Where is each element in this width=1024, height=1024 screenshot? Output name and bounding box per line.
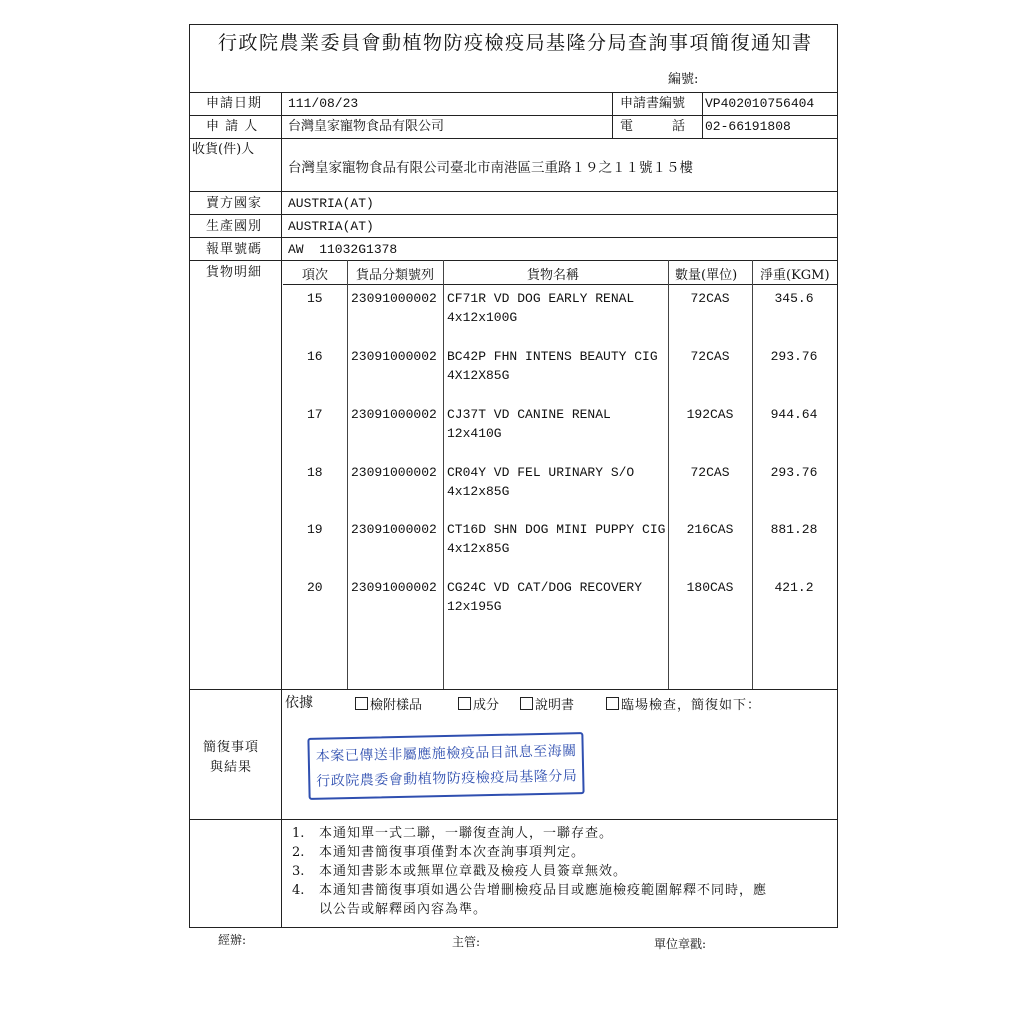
consignee-label: 收貨(件)人 [192,142,255,157]
frame-bottom [189,927,838,928]
reply-section-label-line2: 與結果 [210,760,253,775]
goods-spec-cell: 4x12x85G [447,541,510,556]
origin-country-value: AUSTRIA(AT) [288,219,374,234]
hs-code-cell: 23091000002 [351,291,437,306]
option-attached-sample: 檢附樣品 [355,697,422,713]
goods-name-cell: CJ37T VD CANINE RENAL [447,407,611,422]
manual-checkbox [520,697,533,710]
hs-code-cell: 23091000002 [351,580,437,595]
goods-spec-cell: 4x12x85G [447,484,510,499]
goods-spec-cell: 4X12X85G [447,368,510,383]
net-weight-cell: 345.6 [774,291,814,306]
quantity-cell: 72CAS [690,291,730,306]
column-header-item: 項次 [302,268,329,283]
hs-code-cell: 23091000002 [351,465,437,480]
declaration-number-label: 報單號碼 [206,242,263,257]
goods-spec-cell: 4x12x100G [447,310,518,325]
net-weight-cell: 421.2 [774,580,814,595]
column-header-hs-code: 貨品分類號列 [356,268,435,283]
stamp-text-line2: 行政院農委會動植物防疫檢疫局基隆分局 [316,768,578,790]
unit-seal-label: 單位章戳: [654,937,707,951]
note-text: 以公告或解釋函內容為準。 [319,902,488,917]
note-text: 本通知單一式二聯，一聯復查詢人，一聯存查。 [319,826,614,841]
option-manual: 說明書 [520,697,574,713]
note-number: 3. [292,864,305,879]
goods-name-cell: CR04Y VD FEL URINARY S/O [447,465,635,480]
net-weight-cell: 881.28 [770,522,818,537]
frame-left [189,24,190,927]
item-number-cell: 16 [307,349,323,364]
item-number-cell: 15 [307,291,323,306]
seller-country-value: AUSTRIA(AT) [288,196,374,211]
official-stamp [307,732,584,800]
quantity-cell: 180CAS [686,580,734,595]
note-number: 1. [292,826,305,841]
net-weight-cell: 293.76 [770,349,818,364]
declaration-number-value: AW 11032G1378 [288,242,398,257]
column-header-quantity: 數量(單位) [675,268,738,283]
reply-section-label-line1: 簡復事項 [203,740,260,755]
origin-country-label: 生產國別 [206,219,263,234]
item-number-cell: 20 [307,580,323,595]
quantity-cell: 72CAS [690,349,730,364]
goods-name-cell: CT16D SHN DOG MINI PUPPY CIG [447,522,666,537]
net-weight-cell: 293.76 [770,465,818,480]
sample-checkbox [355,697,368,710]
item-number-cell: 17 [307,407,323,422]
note-number: 4. [292,883,305,898]
goods-name-cell: CF71R VD DOG EARLY RENAL [447,291,635,306]
column-header-goods-name: 貨物名稱 [527,268,580,283]
supervisor-label: 主管: [452,935,481,949]
goods-section-label: 貨物明細 [206,265,263,280]
frame-top [189,24,838,25]
quantity-cell: 192CAS [686,407,734,422]
seller-country-label: 賣方國家 [206,196,263,211]
option-ingredients: 成分 [458,697,499,713]
application-number-label: 申請書編號 [620,96,686,111]
onsite-checkbox [606,697,619,710]
column-header-net-weight: 淨重(KGM) [760,268,830,283]
applicant-value: 台灣皇家寵物食品有限公司 [288,119,445,134]
phone-value: 02-66191808 [705,119,791,134]
note-text: 本通知書簡復事項如遇公告增刪檢疫品目或應施檢疫範圍解釋不同時，應 [319,883,768,898]
apply-date-label: 申請日期 [206,96,263,111]
goods-name-cell: BC42P FHN INTENS BEAUTY CIG [447,349,658,364]
goods-spec-cell: 12x195G [447,599,502,614]
consignee-value: 台灣皇家寵物食品有限公司臺北市南港區三重路１９之１１號１５樓 [288,160,693,176]
hs-code-cell: 23091000002 [351,407,437,422]
frame-right [837,24,838,927]
note-text: 本通知書影本或無單位章戳及檢疫人員簽章無效。 [319,864,628,879]
item-number-cell: 18 [307,465,323,480]
hs-code-cell: 23091000002 [351,349,437,364]
stamp-text-line1: 本案已傳送非屬應施檢疫品目訊息至海關 [315,743,577,765]
goods-spec-cell: 12x410G [447,426,502,441]
application-number-value: VP402010756404 [705,96,815,111]
quantity-cell: 72CAS [690,465,730,480]
handler-label: 經辦: [218,933,247,947]
applicant-label: 申 請 人 [206,119,259,134]
note-number: 2. [292,845,305,860]
hs-code-cell: 23091000002 [351,522,437,537]
net-weight-cell: 944.64 [770,407,818,422]
serial-number-label: 編號: [668,72,699,87]
apply-date-value: 111/08/23 [288,96,359,111]
item-number-cell: 19 [307,522,323,537]
phone-label: 電 話 [620,119,686,134]
ingredients-checkbox [458,697,471,710]
note-text: 本通知書簡復事項僅對本次查詢事項判定。 [319,845,586,860]
option-onsite-inspection: 臨場檢查，簡復如下： [606,697,761,713]
goods-name-cell: CG24C VD CAT/DOG RECOVERY [447,580,643,595]
quantity-cell: 216CAS [686,522,734,537]
basis-label: 依據 [285,695,313,711]
document-title: 行政院農業委員會動植物防疫檢疫局基隆分局查詢事項簡復通知書 [218,32,813,54]
